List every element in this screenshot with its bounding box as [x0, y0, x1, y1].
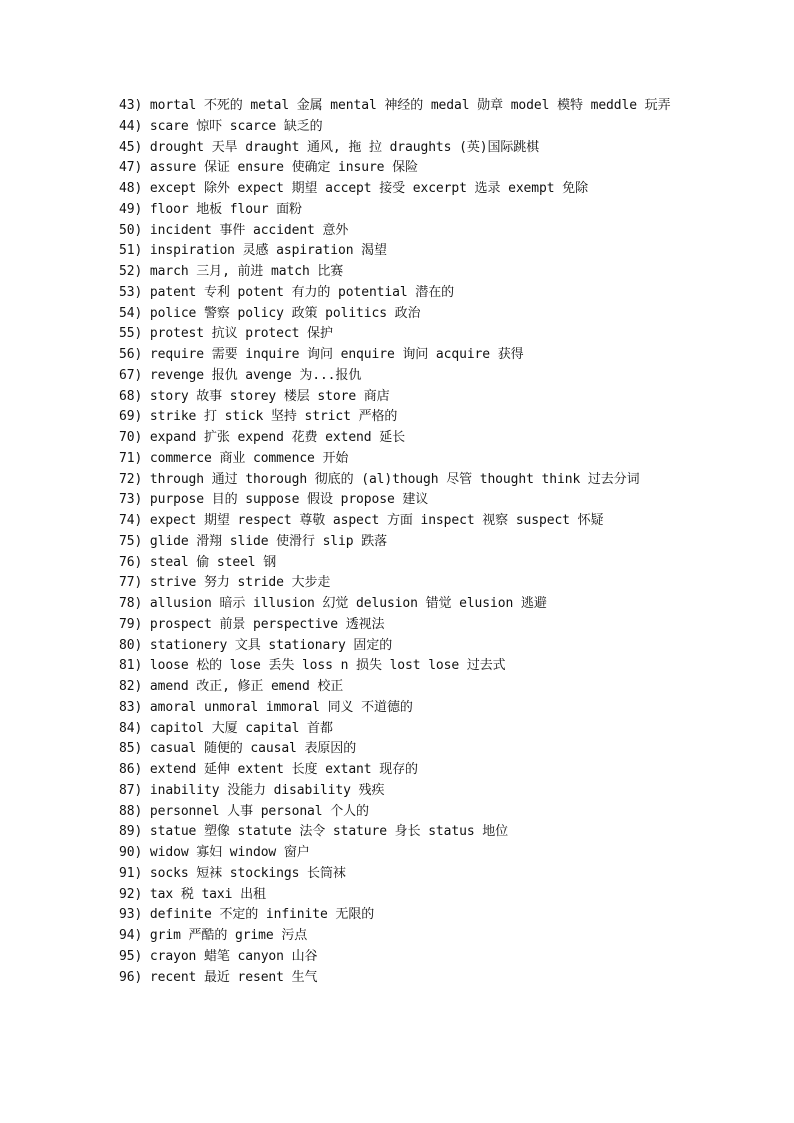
vocab-entry: 44) scare 惊吓 scarce 缺乏的 [119, 118, 323, 134]
vocab-entry: 53) patent 专利 potent 有力的 potential 潜在的 [119, 284, 455, 300]
vocab-entry: 80) stationery 文具 stationary 固定的 [119, 637, 393, 653]
vocab-entry: 55) protest 抗议 protect 保护 [119, 326, 333, 342]
vocab-entry: 76) steal 偷 steel 钢 [119, 554, 277, 570]
vocab-entry: 54) police 警察 policy 政策 politics 政治 [119, 305, 421, 321]
vocab-entry: 74) expect 期望 respect 尊敬 aspect 方面 inspect 视察 suspect 怀疑 [119, 513, 604, 528]
vocab-entry: 84) capitol 大厦 capital 首都 [119, 720, 333, 736]
vocab-entry: 78) allusion 暗示 illusion 幻觉 delusion 错觉 elusion 逃避 [119, 596, 547, 611]
vocab-entry: 96) recent 最近 resent 生气 [119, 969, 318, 985]
vocab-entry: 92) tax 税 taxi 出租 [119, 886, 266, 902]
vocab-entry: 48) except 除外 expect 期望 accept 接受 excerpt 选录 exempt 免除 [119, 181, 588, 196]
vocab-entry: 87) inability 没能力 disability 残疾 [119, 782, 385, 798]
vocab-entry: 77) strive 努力 stride 大步走 [119, 575, 331, 591]
vocab-entry: 49) floor 地板 flour 面粉 [119, 201, 302, 217]
vocab-entry: 82) amend 改正, 修正 emend 校正 [119, 679, 344, 694]
vocab-entry: 93) definite 不定的 infinite 无限的 [119, 907, 375, 923]
vocab-entry: 71) commerce 商业 commence 开始 [119, 450, 349, 466]
vocab-entry: 88) personnel 人事 personal 个人的 [119, 803, 369, 819]
vocabulary-list [119, 96, 679, 988]
vocab-entry: 72) through 通过 thorough 彻底的 (al)though 尽管 thought think 过去分词 [119, 471, 640, 487]
vocab-entry: 69) strike 打 stick 坚持 strict 严格的 [119, 409, 398, 425]
vocab-entry: 73) purpose 目的 suppose 假设 propose 建议 [119, 492, 429, 508]
vocab-entry: 86) extend 延伸 extent 长度 extant 现存的 [119, 762, 418, 777]
vocab-entry: 95) crayon 蜡笔 canyon 山谷 [119, 948, 318, 964]
vocab-entry: 45) drought 天旱 draught 通风, 拖 拉 draughts (英)国际跳棋 [119, 139, 540, 155]
vocab-entry: 56) require 需要 inquire 询问 enquire 询问 acquire 获得 [119, 347, 524, 362]
vocab-entry: 81) loose 松的 lose 丢失 loss n 损失 lost lose 过去式 [119, 658, 506, 674]
vocab-entry: 67) revenge 报仇 avenge 为...报仇 [119, 367, 362, 383]
vocab-entry: 70) expand 扩张 expend 花费 extend 延长 [119, 430, 406, 445]
vocab-entry: 43) mortal 不死的 metal 金属 mental 神经的 medal 勋章 model 模特 meddle 玩弄 [119, 98, 671, 113]
vocab-entry: 68) story 故事 storey 楼层 store 商店 [119, 388, 390, 404]
vocab-entry: 94) grim 严酷的 grime 污点 [119, 928, 308, 943]
vocab-entry: 89) statue 塑像 statute 法令 stature 身长 status 地位 [119, 824, 509, 840]
vocab-entry: 91) socks 短袜 stockings 长筒袜 [119, 865, 346, 881]
vocab-entry: 50) incident 事件 accident 意外 [119, 222, 349, 238]
vocab-entry: 79) prospect 前景 perspective 透视法 [119, 616, 385, 632]
vocab-entry: 51) inspiration 灵感 aspiration 渴望 [119, 243, 387, 259]
vocab-entry: 85) casual 随便的 causal 表原因的 [119, 741, 357, 757]
vocab-entry: 52) march 三月, 前进 match 比赛 [119, 264, 344, 279]
vocab-entry: 75) glide 滑翔 slide 使滑行 slip 跌落 [119, 533, 388, 549]
vocab-entry: 90) widow 寡妇 window 窗户 [119, 845, 310, 860]
vocab-entry: 83) amoral unmoral immoral 同义 不道德的 [119, 699, 413, 715]
vocab-entry: 47) assure 保证 ensure 使确定 insure 保险 [119, 160, 418, 176]
